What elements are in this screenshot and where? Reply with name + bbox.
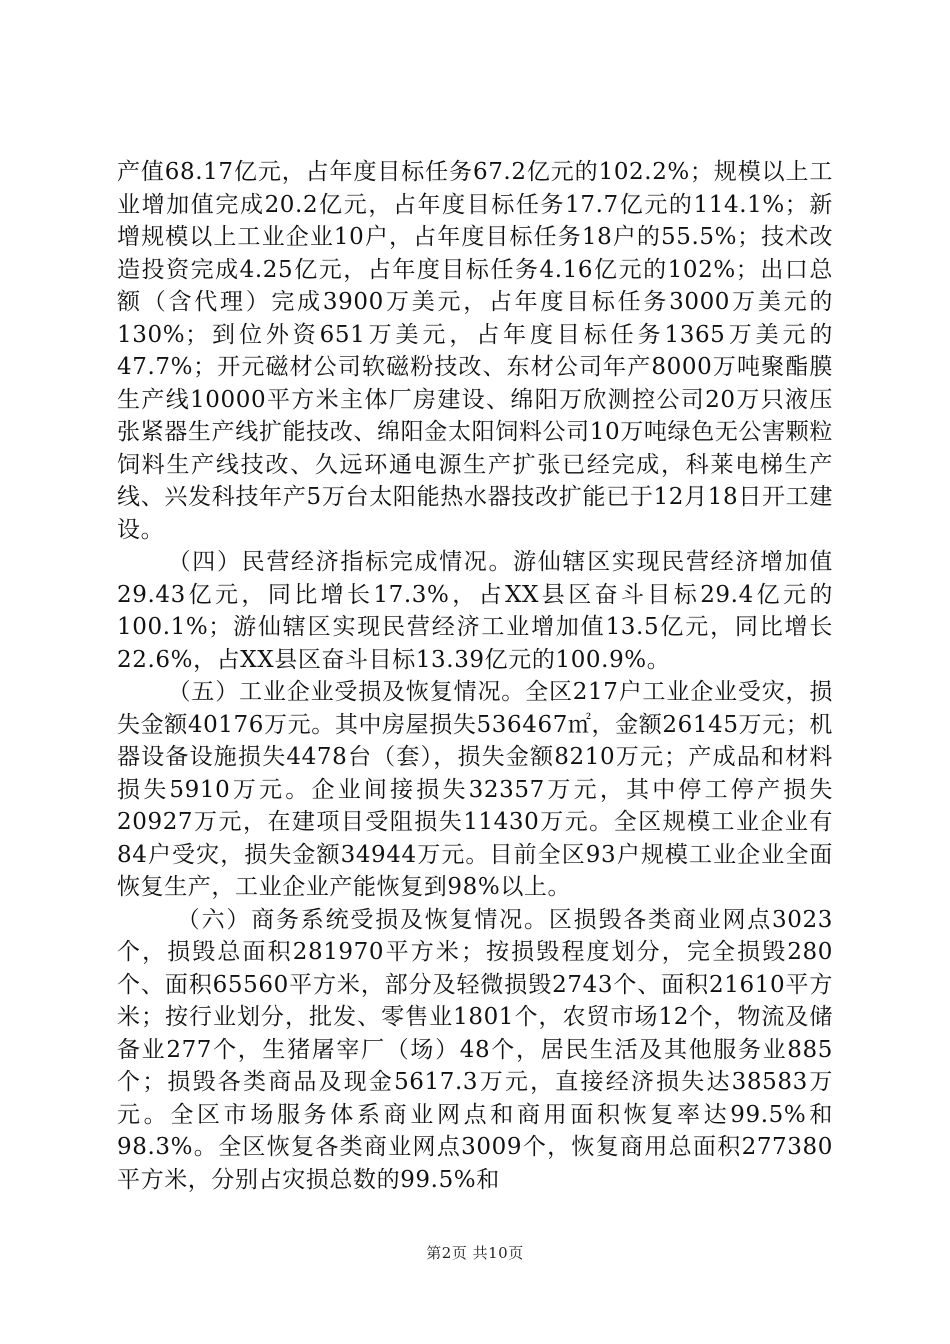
paragraph-industrial-damage-recovery: （五）工业企业受损及恢复情况。全区217户工业企业受灾，损失金额40176万元。其中房屋损失536467㎡，金额26145万元；机器设备设施损失4478台（套），损失金额8210万元；产成品和材料损失5910万元。企业间接损失32357万元，其中停工停产损失20927万元，在建项目受阻损失11430万元。全区规模工业企业有84户受灾，损失金额34944万元。目前全区93户规模工业企业全面恢复生产，工业企业产能恢复到98%以上。 bbox=[117, 679, 833, 900]
paragraph-industrial-output: 产值68.17亿元，占年度目标任务67.2亿元的102.2%；规模以上工业增加值完成20.2亿元，占年度目标任务17.7亿元的114.1%；新增规模以上工业企业10户，占年度目标任务18户的55.5%；技术改造投资完成4.25亿元，占年度目标任务4.16亿元的102%；出口总额（含代理）完成3900万美元，占年度目标任务3000万美元的130%；到位外资651万美元，占年度目标任务1365万美元的47.7%；开元磁材公司软磁粉技改、东材公司年产8000万吨聚酯膜生产线10000平方米主体厂房建设、绵阳万欣测控公司20万只液压张紧器生产线扩能技改、绵阳金太阳饲料公司10万吨绿色无公害颗粒饲料生产线技改、久远环通电源生产扩张已经完成，科莱电梯生产线、兴发科技年产5万台太阳能热水器技改扩能已于12月18日开工建设。 bbox=[117, 159, 833, 543]
document-body bbox=[117, 156, 833, 1196]
paragraph-commerce-damage-recovery: （六）商务系统受损及恢复情况。区损毁各类商业网点3023个，损毁总面积281970平方米；按损毁程度划分，完全损毁280个、面积65560平方米，部分及轻微损毁2743个、面积21610平方米；按行业划分，批发、零售业1801个，农贸市场12个，物流及储备业277个，生猪屠宰厂（场）48个，居民生活及其他服务业885个；损毁各类商品及现金5617.3万元，直接经济损失达38583万元。全区市场服务体系商业网点和商用面积恢复率达99.5%和98.3%。全区恢复各类商业网点3009个，恢复商用总面积277380平方米，分别占灾损总数的99.5%和 bbox=[117, 906, 833, 1193]
paragraph-private-economy: （四）民营经济指标完成情况。游仙辖区实现民营经济增加值29.43亿元，同比增长17.3%，占XX县区奋斗目标29.4亿元的100.1%；游仙辖区实现民营经济工业增加值13.5亿元，同比增长22.6%，占XX县区奋斗目标13.39亿元的100.9%。 bbox=[117, 549, 833, 673]
page-footer: 第2页 共10页 bbox=[426, 1244, 524, 1262]
